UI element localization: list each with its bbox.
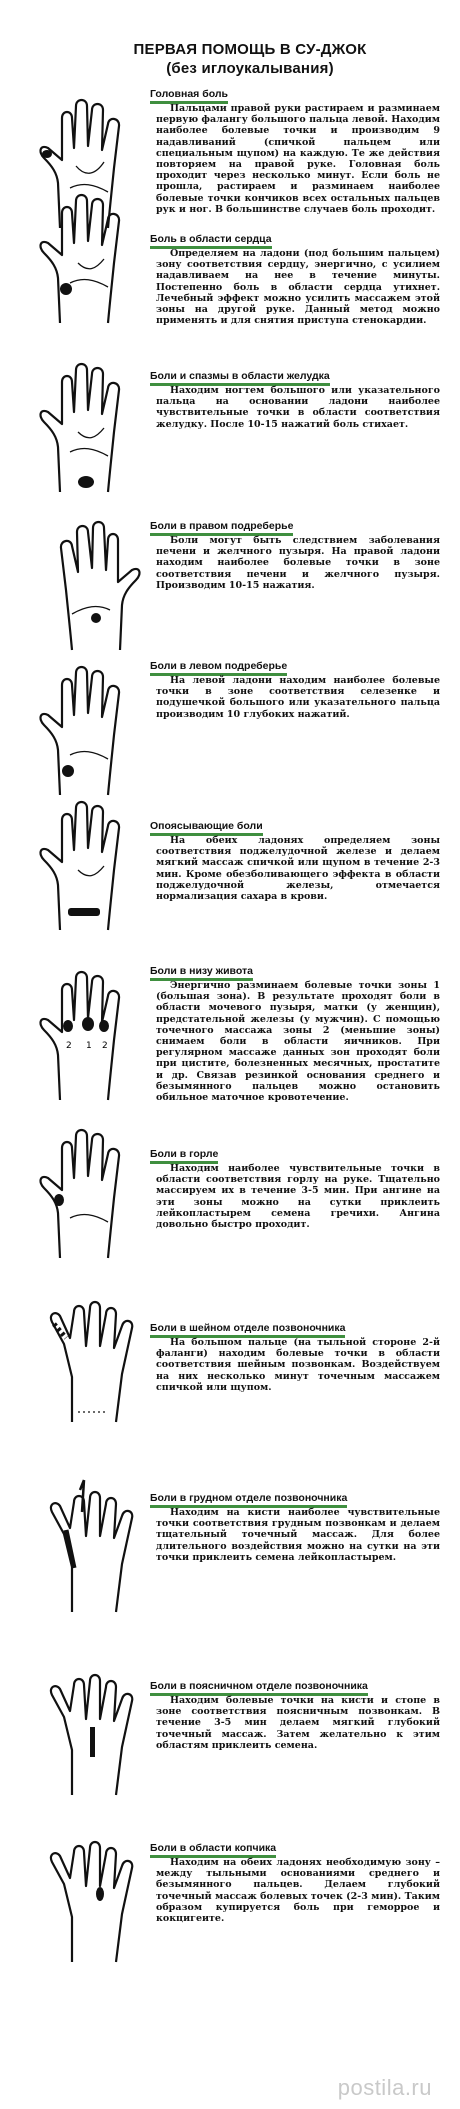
point-dot: [63, 1020, 73, 1032]
svg-text:2: 2: [66, 1041, 72, 1051]
section-text: Находим на кисти наиболее чувствительные точки соответствия грудным позвонкам и делаем тщательный точечный массаж. Для более длительного воздействия можно на сутки на эти точки приклеить семена лейкопластырем.: [156, 1507, 440, 1563]
section-heading: Боли в поясничном отделе позвоночника: [150, 1680, 368, 1696]
page-title: [60, 40, 440, 78]
point-dot: [62, 765, 74, 777]
zone-bar: [90, 1727, 95, 1757]
hand-right-hypochondrium-illustration: [30, 510, 150, 655]
hand-throat-illustration: [30, 1118, 150, 1263]
section-heading: Боль в области сердца: [150, 233, 272, 249]
hand-heart-illustration: [30, 183, 150, 328]
hand-left-hypochondrium-illustration: [30, 655, 150, 800]
section-heading: Боли в левом подреберье: [150, 660, 287, 676]
hand-stomach-illustration: [30, 352, 150, 497]
zone-bar: [68, 908, 100, 916]
hand-coccyx-illustration: [30, 1822, 150, 1967]
section-heading: Боли в шейном отделе позвоночника: [150, 1322, 345, 1338]
section-text: Определяем на ладони (под большим пальцем) зону соответствия сердцу, энергично, с усилием надавливаем на нее в течение минуты. Постепенно боль в области сердца утихнет. Лечебный эффект можно усилить массажем этой зоны на другой руке. Данный метод можно применять и для снятия приступа стенокардии.: [156, 248, 440, 327]
section-text: На левой ладони находим наиболее болевые точки в зоне соответствия селезенке и подушечкой большого или указательного пальца производим 10 глубоких нажатий.: [156, 675, 440, 720]
section-heading: Боли в грудном отделе позвоночника: [150, 1492, 347, 1508]
section-heading: Боли в области копчика: [150, 1842, 276, 1858]
section-heading: Головная боль: [150, 88, 228, 104]
section-text: Энергично разминаем болевые точки зоны 1 (большая зона). В результате проходят боли в области мочевого пузыря, матки (у женщин), предстательной железы (у мужчин). С помощью точечного массажа зоны 2 (меньшие зоны) снимаем боли в области яичников. При регулярном массаже данных зон проходят боли при цистите, болезненных месячных, простатите и др. Связав резинкой основания среднего и безымянного пальцев можно остановить обильное маточное кровотечение.: [156, 980, 440, 1104]
page-title-line1: ПЕРВАЯ ПОМОЩЬ В СУ-ДЖОК: [133, 41, 367, 58]
section-text: Пальцами правой руки растираем и разминаем первую фалангу большого пальца левой. Находим наиболее болевые точки и производим 9 надавливаний (спичкой пальцем или специальным щупом) на каждую. Те же действия повторяем на правой руке. Головная боль проходит через несколько минут. Если боль не прошла, растираем и разминаем наиболее болевые точки кончиков всех остальных пальцев рук и ног. В большинстве случаев боль проходит.: [156, 103, 440, 215]
hand-lumbar-spine-illustration: [30, 1655, 150, 1800]
section-text: Находим на обеих ладонях необходимую зону – между тыльными основаниями среднего и безымянного пальцев. Делаем глубокий точечный массаж болевых точек (2-3 мин). Таким образом купируется боль при геморрое и кокцигеите.: [156, 1857, 440, 1925]
section-text: На большом пальце (на тыльной стороне 2-й фаланги) находим болевые точки в области соответствия шейным позвонкам. Воздействуем на них несколько минут точечным массажем спичкой или щупом.: [156, 1337, 440, 1393]
svg-text:1: 1: [86, 1041, 92, 1051]
section-heading: Боли в низу живота: [150, 965, 253, 981]
point-dot: [82, 1017, 94, 1031]
page-title-line2: (без иглоукалывания): [166, 60, 334, 77]
point-dot: [60, 283, 72, 295]
section-text: Находим наиболее чувствительные точки в области соответствия горлу на руке. Тщательно массируем их в течение 3-5 мин. При ангине на эти зоны можно на сутки приклеить лейкопластырем семена гречихи. Ангина довольно быстро проходит.: [156, 1163, 440, 1231]
point-dot: [99, 1020, 109, 1032]
section-text: Находим ногтем большого или указательного пальца на основании ладони наиболее чувствительные точки в области соответствия желудку. После 10-15 нажатий боль стихает.: [156, 385, 440, 430]
hand-cervical-spine-illustration: [30, 1282, 150, 1427]
section-text: Находим болевые точки на кисти и стопе в зоне соответствия поясничным позвонкам. В течение 3-5 мин делаем мягкий глубокий точечный массаж. Затем желательно к этим областям приклеить семена.: [156, 1695, 440, 1751]
point-dot: [91, 613, 101, 623]
watermark: postila.ru: [337, 2075, 432, 2100]
hand-girdle-illustration: [30, 790, 150, 935]
section-text: На обеих ладонях определяем зоны соответствия поджелудочной железе и делаем мягкий массаж спичкой или щупом в течение 2-3 мин. Кроме обезболивающего эффекта в области поджелудочной железы, отмечается нормализация сахара в крови.: [156, 835, 440, 903]
section-heading: Опоясывающие боли: [150, 820, 263, 836]
hand-lower-abdomen-illustration: [30, 960, 150, 1105]
section-heading: Боли в правом подреберье: [150, 520, 293, 536]
section-text: Боли могут быть следствием заболевания печени и желчного пузыря. На правой ладони находим наиболее болевые точки в зоне соответствия печени и желчного пузыря. Производим 10-15 нажатия.: [156, 535, 440, 591]
point-dot: [96, 1887, 104, 1901]
section-heading: Боли и спазмы в области желудка: [150, 370, 330, 386]
point-dot: [54, 1194, 64, 1206]
section-heading: Боли в горле: [150, 1148, 218, 1164]
point-dot: [42, 150, 52, 158]
hand-thoracic-spine-illustration: [30, 1472, 150, 1617]
point-dot: [78, 476, 94, 488]
svg-text:2: 2: [102, 1041, 108, 1051]
